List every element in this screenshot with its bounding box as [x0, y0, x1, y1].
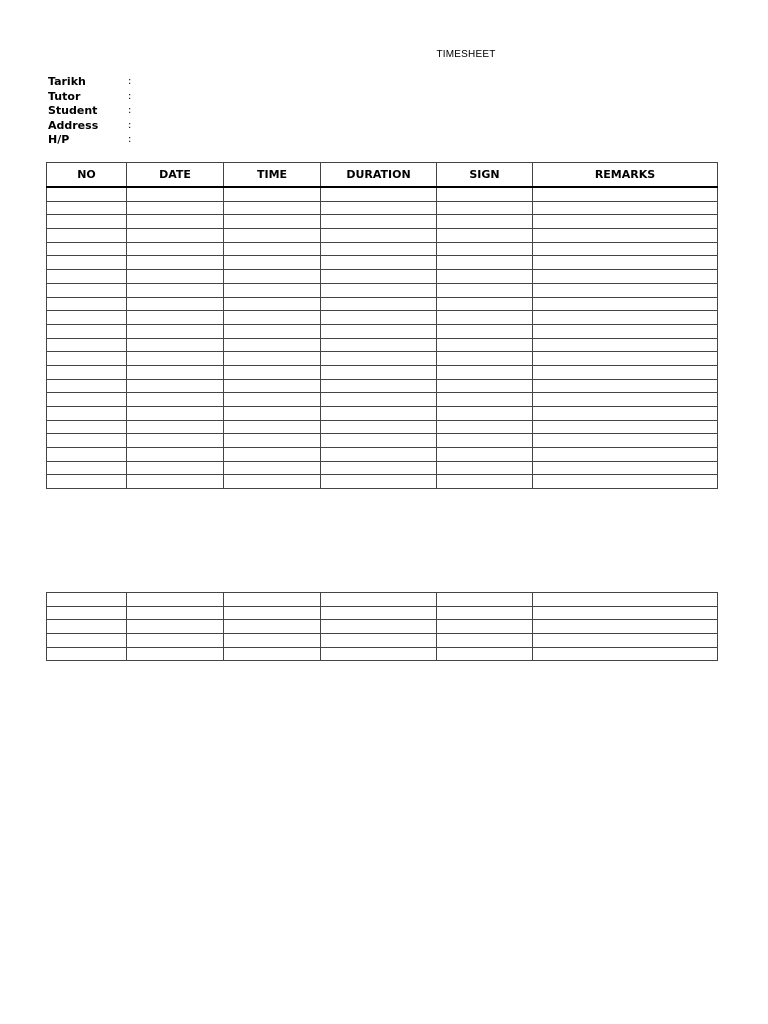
table-cell: [47, 379, 127, 393]
table-cell: [321, 434, 437, 448]
table-cell: [224, 393, 321, 407]
table-row: [47, 475, 718, 489]
table-cell: [437, 407, 533, 421]
table-cell: [437, 338, 533, 352]
table-cell: [47, 407, 127, 421]
header-no: NO: [47, 163, 127, 188]
table-row: [47, 593, 718, 607]
table-row: [47, 311, 718, 325]
table-cell: [533, 475, 718, 489]
table-cell: [321, 311, 437, 325]
table-cell: [321, 187, 437, 201]
table-cell: [533, 448, 718, 462]
timesheet-table-continued: [46, 592, 718, 661]
table-cell: [321, 352, 437, 366]
table-cell: [533, 379, 718, 393]
table-cell: [533, 311, 718, 325]
table-cell: [224, 365, 321, 379]
table-cell: [437, 434, 533, 448]
table-cell: [321, 634, 437, 648]
table-cell: [321, 407, 437, 421]
table-cell: [127, 256, 224, 270]
table-cell: [127, 311, 224, 325]
table-cell: [127, 379, 224, 393]
table-row: [47, 256, 718, 270]
info-label: Tutor: [48, 89, 81, 103]
table-cell: [127, 634, 224, 648]
timesheet-table: [46, 162, 718, 489]
table-cell: [127, 297, 224, 311]
table-cell: [127, 324, 224, 338]
table-cell: [224, 201, 321, 215]
table-cell: [127, 352, 224, 366]
info-label: H/P: [48, 133, 70, 146]
header-remarks: REMARKS: [533, 163, 718, 188]
table-row: [47, 379, 718, 393]
table-row: [47, 352, 718, 366]
table-cell: [533, 593, 718, 607]
table-cell: [224, 606, 321, 620]
table-cell: [47, 297, 127, 311]
table-cell: [533, 201, 718, 215]
info-row-tarikh: [48, 75, 132, 90]
table-row: [47, 229, 718, 243]
table-cell: [533, 407, 718, 421]
table-cell: [437, 475, 533, 489]
table-cell: [321, 420, 437, 434]
table-cell: [533, 434, 718, 448]
table-cell: [321, 338, 437, 352]
table-cell: [47, 420, 127, 434]
table-cell: [321, 270, 437, 284]
table-cell: [224, 242, 321, 256]
table-row: [47, 242, 718, 256]
table-cell: [224, 311, 321, 325]
table-cell: [224, 256, 321, 270]
table-cell: [127, 270, 224, 284]
table-row: [47, 448, 718, 462]
table-cell: [224, 448, 321, 462]
table-cell: [533, 606, 718, 620]
table-cell: [533, 324, 718, 338]
table-cell: [127, 475, 224, 489]
table-cell: [437, 379, 533, 393]
table-cell: [47, 283, 127, 297]
table-cell: [127, 242, 224, 256]
table-cell: [321, 393, 437, 407]
table-cell: [437, 461, 533, 475]
table-cell: [321, 593, 437, 607]
table-cell: [321, 620, 437, 634]
table-cell: [533, 420, 718, 434]
table-cell: [321, 229, 437, 243]
table-cell: [224, 270, 321, 284]
timesheet-body: [47, 187, 718, 489]
table-cell: [47, 338, 127, 352]
table-cell: [47, 461, 127, 475]
table-cell: [127, 393, 224, 407]
info-block: [48, 75, 132, 148]
table-cell: [224, 283, 321, 297]
info-colon: :: [128, 105, 132, 116]
table-cell: [321, 215, 437, 229]
table-cell: [47, 606, 127, 620]
table-cell: [533, 365, 718, 379]
table-row: [47, 270, 718, 284]
info-label: Tarikh: [48, 75, 86, 88]
table-cell: [127, 283, 224, 297]
table-cell: [47, 475, 127, 489]
table-cell: [321, 283, 437, 297]
table-cell: [127, 461, 224, 475]
table-cell: [224, 634, 321, 648]
table-row: [47, 407, 718, 421]
table-cell: [321, 324, 437, 338]
table-row: [47, 606, 718, 620]
table-cell: [224, 352, 321, 366]
table-cell: [224, 297, 321, 311]
table-row: [47, 461, 718, 475]
table-row: [47, 324, 718, 338]
table-cell: [47, 593, 127, 607]
info-colon: :: [128, 76, 132, 87]
table-cell: [533, 229, 718, 243]
table-cell: [533, 283, 718, 297]
table-cell: [47, 215, 127, 229]
table-cell: [47, 620, 127, 634]
table-cell: [437, 606, 533, 620]
table-cell: [321, 379, 437, 393]
table-cell: [533, 620, 718, 634]
table-cell: [224, 461, 321, 475]
table-cell: [47, 393, 127, 407]
table-cell: [437, 593, 533, 607]
table-cell: [321, 242, 437, 256]
table-row: [47, 338, 718, 352]
table-cell: [224, 420, 321, 434]
table-cell: [437, 215, 533, 229]
table-cell: [127, 420, 224, 434]
table-cell: [437, 352, 533, 366]
info-row-student: [48, 104, 132, 119]
table-cell: [47, 352, 127, 366]
table-row: [47, 187, 718, 201]
table-cell: [47, 242, 127, 256]
table-row: [47, 434, 718, 448]
table-cell: [533, 297, 718, 311]
table-row: [47, 634, 718, 648]
table-cell: [321, 448, 437, 462]
table-cell: [127, 606, 224, 620]
table-cell: [47, 365, 127, 379]
table-cell: [224, 229, 321, 243]
table-cell: [437, 448, 533, 462]
table-cell: [127, 448, 224, 462]
table-row: [47, 393, 718, 407]
table-cell: [47, 229, 127, 243]
table-cell: [533, 393, 718, 407]
table-cell: [533, 256, 718, 270]
info-row-hp: [48, 133, 132, 148]
table-cell: [533, 352, 718, 366]
table-cell: [437, 420, 533, 434]
header-duration: DURATION: [321, 163, 437, 188]
table-cell: [224, 215, 321, 229]
table-cell: [437, 297, 533, 311]
table-cell: [533, 647, 718, 661]
table-cell: [47, 311, 127, 325]
table-row: [47, 215, 718, 229]
table-cell: [224, 593, 321, 607]
table-cell: [533, 270, 718, 284]
timesheet-body-continued: [47, 593, 718, 661]
table-cell: [321, 297, 437, 311]
table-cell: [47, 647, 127, 661]
table-cell: [321, 606, 437, 620]
table-cell: [437, 201, 533, 215]
table-header-row: [47, 163, 718, 188]
table-cell: [437, 229, 533, 243]
table-cell: [47, 448, 127, 462]
info-label: Address: [48, 118, 99, 132]
table-cell: [224, 620, 321, 634]
table-cell: [224, 324, 321, 338]
table-cell: [47, 270, 127, 284]
header-date: DATE: [127, 163, 224, 188]
table-cell: [47, 201, 127, 215]
table-cell: [127, 365, 224, 379]
info-colon: :: [128, 119, 132, 131]
table-cell: [437, 647, 533, 661]
table-cell: [127, 215, 224, 229]
table-cell: [127, 620, 224, 634]
table-cell: [533, 461, 718, 475]
table-cell: [437, 634, 533, 648]
header-time: TIME: [224, 163, 321, 188]
table-cell: [437, 324, 533, 338]
table-cell: [321, 365, 437, 379]
table-cell: [437, 620, 533, 634]
table-cell: [47, 634, 127, 648]
table-cell: [224, 338, 321, 352]
table-cell: [127, 187, 224, 201]
table-cell: [127, 407, 224, 421]
table-cell: [533, 242, 718, 256]
table-row: [47, 420, 718, 434]
table-cell: [224, 647, 321, 661]
table-cell: [127, 201, 224, 215]
table-cell: [321, 461, 437, 475]
table-cell: [437, 311, 533, 325]
table-row: [47, 297, 718, 311]
table-row: [47, 365, 718, 379]
table-cell: [47, 187, 127, 201]
table-cell: [47, 434, 127, 448]
table-cell: [321, 201, 437, 215]
table-cell: [127, 647, 224, 661]
table-row: [47, 283, 718, 297]
table-cell: [127, 434, 224, 448]
table-cell: [224, 475, 321, 489]
header-sign: SIGN: [437, 163, 533, 188]
table-cell: [47, 324, 127, 338]
table-cell: [437, 283, 533, 297]
table-cell: [47, 256, 127, 270]
table-cell: [437, 256, 533, 270]
info-row-tutor: [48, 89, 132, 105]
table-cell: [321, 475, 437, 489]
table-cell: [437, 270, 533, 284]
table-cell: [437, 393, 533, 407]
info-row-address: [48, 118, 132, 134]
table-cell: [224, 379, 321, 393]
table-cell: [533, 215, 718, 229]
info-label: Student: [48, 104, 98, 117]
table-cell: [321, 647, 437, 661]
table-cell: [533, 187, 718, 201]
table-cell: [224, 187, 321, 201]
table-cell: [224, 434, 321, 448]
table-row: [47, 201, 718, 215]
page-title: TIMESHEET: [436, 49, 496, 60]
table-cell: [321, 256, 437, 270]
table-cell: [437, 242, 533, 256]
table-cell: [224, 407, 321, 421]
table-row: [47, 647, 718, 661]
table-cell: [533, 338, 718, 352]
table-cell: [437, 187, 533, 201]
table-cell: [127, 593, 224, 607]
table-row: [47, 620, 718, 634]
info-colon: :: [128, 90, 132, 102]
table-cell: [127, 229, 224, 243]
table-cell: [533, 634, 718, 648]
table-cell: [437, 365, 533, 379]
info-colon: :: [128, 134, 132, 145]
table-cell: [127, 338, 224, 352]
